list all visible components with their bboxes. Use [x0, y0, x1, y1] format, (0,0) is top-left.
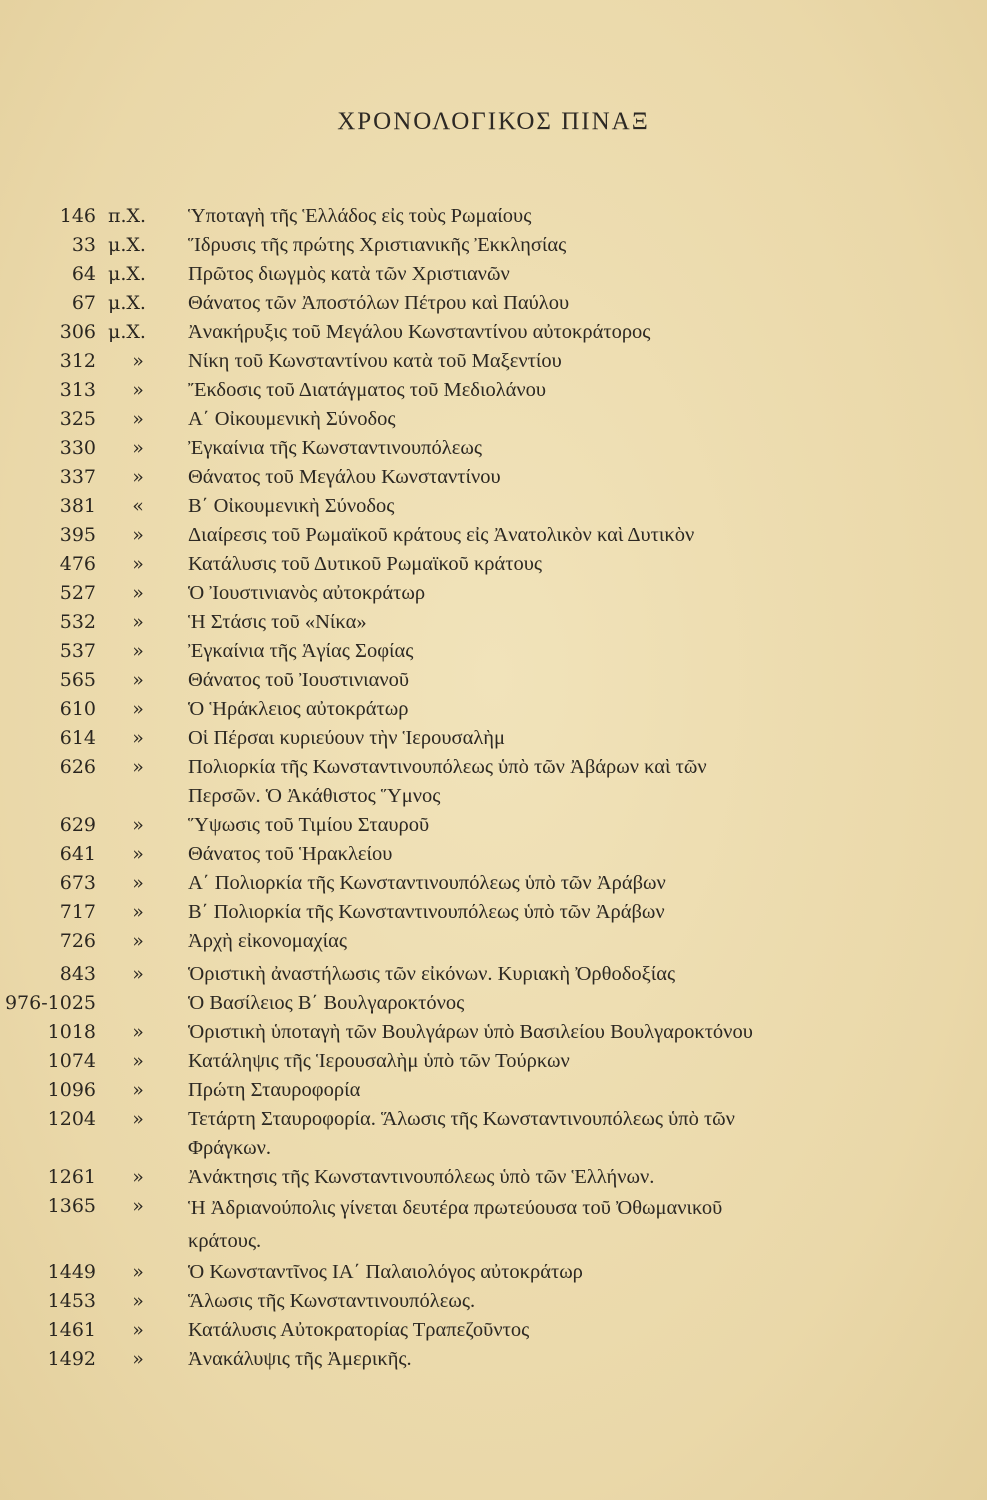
row-year: 146: [59, 205, 96, 227]
row-era: «: [132, 495, 144, 517]
row-year: 330: [59, 437, 96, 459]
chronology-row: [0, 1345, 987, 1374]
row-event: [188, 927, 888, 956]
chronology-row: [0, 927, 987, 956]
row-year: 1261: [47, 1166, 96, 1188]
row-era: »: [132, 1021, 144, 1043]
row-event-text: Ἵδρυσις τῆς πρώτης Χριστιανικῆς Ἐκκλησίας: [188, 234, 567, 256]
row-year: 33: [71, 234, 96, 256]
row-event-text: Ἔκδοσις τοῦ Διατάγματος τοῦ Μεδιολάνου: [188, 379, 547, 401]
row-event-text: Τετάρτη Σταυροφορία. Ἅλωσις τῆς Κωνσταντινουπόλεως ὑπὸ τῶν: [188, 1108, 735, 1130]
chronology-row: [0, 1258, 987, 1287]
row-event: [188, 1076, 888, 1105]
row-event: [188, 608, 888, 637]
row-era: »: [132, 408, 144, 430]
chronology-row: [0, 492, 987, 521]
row-event: [188, 550, 888, 579]
chronology-row: [0, 347, 987, 376]
row-event-text: Α΄ Πολιορκία τῆς Κωνσταντινουπόλεως ὑπὸ τῶν Ἀράβων: [188, 872, 666, 894]
row-event-text: Ὕψωσις τοῦ Τιμίου Σταυροῦ: [188, 814, 430, 836]
row-event: [188, 463, 888, 492]
row-event-text: Ἀνάκτησις τῆς Κωνσταντινουπόλεως ὑπὸ τῶν Ἑλλήνων.: [188, 1166, 655, 1188]
row-event-text: Β΄ Οἰκουμενικὴ Σύνοδος: [188, 495, 395, 517]
row-year: 1492: [47, 1348, 96, 1370]
chronology-row: [0, 260, 987, 289]
row-year: 629: [59, 814, 96, 836]
row-era: »: [132, 582, 144, 604]
row-event-text: Ἡ Ἀδριανούπολις γίνεται δευτέρα πρωτεύουσα τοῦ Ὀθωμανικοῦ: [188, 1197, 723, 1219]
row-event-text: Ἀρχὴ εἰκονομαχίας: [188, 930, 347, 952]
row-event: [188, 1163, 888, 1192]
row-era: »: [132, 1166, 144, 1188]
row-year: 381: [59, 495, 96, 517]
row-event-text: Ὁ Βασίλειος Β΄ Βουλγαροκτόνος: [188, 992, 465, 1014]
chronology-row: [0, 1105, 987, 1163]
chronology-row: [0, 376, 987, 405]
row-year: 67: [71, 292, 96, 314]
row-year: 1365: [47, 1195, 96, 1217]
row-year: 395: [59, 524, 96, 546]
row-event: [188, 960, 888, 989]
chronology-row: [0, 202, 987, 231]
row-event: [188, 318, 888, 347]
row-era: μ.Χ.: [108, 292, 146, 314]
chronology-row: [0, 753, 987, 811]
row-event: [188, 695, 888, 724]
chronology-row: [0, 463, 987, 492]
chronology-row: [0, 1163, 987, 1192]
row-event: [188, 1047, 888, 1076]
chronology-row: [0, 840, 987, 869]
row-event-text: Πρῶτος διωγμὸς κατὰ τῶν Χριστιανῶν: [188, 263, 510, 285]
row-event-text: Θάνατος τῶν Ἀποστόλων Πέτρου καὶ Παύλου: [188, 292, 570, 314]
row-era: μ.Χ.: [108, 263, 146, 285]
row-year: 1453: [47, 1290, 96, 1312]
row-year: 1096: [47, 1079, 96, 1101]
row-era: »: [132, 1319, 144, 1341]
row-era: »: [132, 963, 144, 985]
row-era: »: [132, 1079, 144, 1101]
row-event: [188, 376, 888, 405]
row-event-text: Ὑποταγὴ τῆς Ἑλλάδος εἰς τοὺς Ρωμαίους: [188, 205, 532, 227]
row-event-continuation: Φράγκων.: [188, 1137, 272, 1159]
row-year: 532: [59, 611, 96, 633]
row-era: »: [132, 1195, 144, 1217]
row-event-text: Οἱ Πέρσαι κυριεύουν τὴν Ἱερουσαλὴμ: [188, 727, 505, 749]
chronology-table: [0, 202, 987, 1374]
row-event: [188, 898, 888, 927]
row-event-text: Κατάληψις τῆς Ἱερουσαλὴμ ὑπὸ τῶν Τούρκων: [188, 1050, 570, 1072]
row-era: »: [132, 1050, 144, 1072]
chronology-row: [0, 1192, 987, 1258]
row-year: 673: [59, 872, 96, 894]
row-era: »: [132, 1290, 144, 1312]
chronology-row: [0, 521, 987, 550]
row-event: [188, 869, 888, 898]
chronology-row: [0, 869, 987, 898]
row-event: [188, 231, 888, 260]
row-year: 641: [59, 843, 96, 865]
row-event: [188, 840, 888, 869]
row-event-text: Α΄ Οἰκουμενικὴ Σύνοδος: [188, 408, 396, 430]
row-event: [188, 521, 888, 550]
chronology-row: [0, 666, 987, 695]
chronology-row: [0, 434, 987, 463]
row-era: »: [132, 350, 144, 372]
chronology-row: [0, 550, 987, 579]
chronology-row: [0, 318, 987, 347]
row-year: 565: [59, 669, 96, 691]
row-era: μ.Χ.: [108, 234, 146, 256]
row-era: »: [132, 698, 144, 720]
page-title: ΧΡΟΝΟΛΟΓΙΚΟΣ ΠΙΝΑΞ: [337, 108, 650, 135]
row-event: [188, 1018, 888, 1047]
row-event-text: Θάνατος τοῦ Μεγάλου Κωνσταντίνου: [188, 466, 501, 488]
row-event: [188, 1287, 888, 1316]
row-era: »: [132, 901, 144, 923]
row-event: [188, 492, 888, 521]
row-year: 726: [59, 930, 96, 952]
row-event-text: Ἐγκαίνια τῆς Ἁγίας Σοφίας: [188, 640, 414, 662]
chronology-row: [0, 960, 987, 989]
chronology-row: [0, 898, 987, 927]
row-event: [188, 811, 888, 840]
row-era: »: [132, 524, 144, 546]
row-era: »: [132, 814, 144, 836]
row-event-text: Ὁριστικὴ ἀναστήλωσις τῶν εἰκόνων. Κυριακὴ Ὀρθοδοξίας: [188, 963, 676, 985]
row-event: [188, 1258, 888, 1287]
row-era: »: [132, 727, 144, 749]
row-event-continuation: Περσῶν. Ὁ Ἀκάθιστος Ὕμνος: [188, 785, 441, 807]
row-event-text: Θάνατος τοῦ Ἡρακλείου: [188, 843, 393, 865]
chronology-row: [0, 1076, 987, 1105]
row-event: [188, 753, 888, 811]
row-era: »: [132, 930, 144, 952]
row-event-text: Ἡ Στάσις τοῦ «Νίκα»: [188, 611, 367, 633]
row-year: 614: [59, 727, 96, 749]
row-event-text: Πρώτη Σταυροφορία: [188, 1079, 361, 1101]
row-event-text: Ἀνακήρυξις τοῦ Μεγάλου Κωνσταντίνου αὐτοκράτορος: [188, 321, 651, 343]
row-event: [188, 347, 888, 376]
row-event: [188, 579, 888, 608]
row-year: 976-1025: [4, 992, 96, 1014]
row-event-continuation: κράτους.: [188, 1230, 262, 1252]
chronology-row: [0, 1316, 987, 1345]
row-year: 626: [59, 756, 96, 778]
row-year: 312: [59, 350, 96, 372]
row-year: 527: [59, 582, 96, 604]
row-year: 717: [59, 901, 96, 923]
row-event-text: Ὁριστικὴ ὑποταγὴ τῶν Βουλγάρων ὑπὸ Βασιλείου Βουλγαροκτόνου: [188, 1021, 753, 1043]
row-era: »: [132, 1108, 144, 1130]
row-event-text: Β΄ Πολιορκία τῆς Κωνσταντινουπόλεως ὑπὸ τῶν Ἀράβων: [188, 901, 665, 923]
row-event: [188, 1316, 888, 1345]
chronology-row: [0, 989, 987, 1018]
row-event: [188, 289, 888, 318]
chronology-row: [0, 1018, 987, 1047]
chronology-row: [0, 608, 987, 637]
row-event: [188, 434, 888, 463]
row-era: »: [132, 437, 144, 459]
row-era: »: [132, 1348, 144, 1370]
chronology-row: [0, 811, 987, 840]
row-era: »: [132, 843, 144, 865]
row-event-text: Νίκη τοῦ Κωνσταντίνου κατὰ τοῦ Μαξεντίου: [188, 350, 562, 372]
row-year: 1204: [47, 1108, 96, 1130]
row-event-text: Κατάλυσις Αὐτοκρατορίας Τραπεζοῦντος: [188, 1319, 530, 1341]
row-year: 1018: [47, 1021, 96, 1043]
row-event-text: Διαίρεσις τοῦ Ρωμαϊκοῦ κράτους εἰς Ἀνατολικὸν καὶ Δυτικὸν: [188, 524, 695, 546]
row-year: 476: [59, 553, 96, 575]
chronology-row: [0, 637, 987, 666]
row-event-text: Ἅλωσις τῆς Κωνσταντινουπόλεως.: [188, 1290, 476, 1312]
row-event: [188, 724, 888, 753]
chronology-row: [0, 579, 987, 608]
row-event: [188, 637, 888, 666]
row-year: 1449: [47, 1261, 96, 1283]
row-era: »: [132, 553, 144, 575]
chronology-row: [0, 1047, 987, 1076]
chronology-row: [0, 405, 987, 434]
row-era: π.Χ.: [108, 205, 147, 227]
row-era: »: [132, 379, 144, 401]
row-year: 337: [59, 466, 96, 488]
row-year: 843: [59, 963, 96, 985]
row-year: 64: [71, 263, 96, 285]
row-event: [188, 1345, 888, 1374]
row-event-text: Ὁ Κωνσταντῖνος ΙΑ΄ Παλαιολόγος αὐτοκράτωρ: [188, 1261, 583, 1283]
row-event-text: Ἐγκαίνια τῆς Κωνσταντινουπόλεως: [188, 437, 482, 459]
row-event-text: Κατάλυσις τοῦ Δυτικοῦ Ρωμαϊκοῦ κράτους: [188, 553, 543, 575]
row-event-text: Ὁ Ἰουστινιανὸς αὐτοκράτωρ: [188, 582, 426, 604]
row-era: »: [132, 640, 144, 662]
row-era: »: [132, 466, 144, 488]
row-event: [188, 260, 888, 289]
row-event: [188, 666, 888, 695]
row-event: [188, 202, 888, 231]
row-event-text: Πολιορκία τῆς Κωνσταντινουπόλεως ὑπὸ τῶν Ἀβάρων καὶ τῶν: [188, 756, 707, 778]
row-year: 537: [59, 640, 96, 662]
chronology-row: [0, 695, 987, 724]
chronology-row: [0, 231, 987, 260]
row-event: [188, 1192, 888, 1258]
row-era: »: [132, 872, 144, 894]
chronology-row: [0, 1287, 987, 1316]
row-era: »: [132, 1261, 144, 1283]
row-era: »: [132, 611, 144, 633]
row-year: 325: [59, 408, 96, 430]
row-event: [188, 1105, 888, 1163]
row-year: 1074: [47, 1050, 96, 1072]
chronology-row: [0, 724, 987, 753]
row-year: 306: [59, 321, 96, 343]
row-event: [188, 405, 888, 434]
row-era: μ.Χ.: [108, 321, 146, 343]
row-year: 1461: [47, 1319, 96, 1341]
row-event-text: Θάνατος τοῦ Ἰουστινιανοῦ: [188, 669, 410, 691]
row-year: 313: [59, 379, 96, 401]
row-event-text: Ἀνακάλυψις τῆς Ἀμερικῆς.: [188, 1348, 412, 1370]
row-event-text: Ὁ Ἡράκλειος αὐτοκράτωρ: [188, 698, 409, 720]
chronology-row: [0, 289, 987, 318]
row-era: »: [132, 669, 144, 691]
row-era: »: [132, 756, 144, 778]
row-year: 610: [59, 698, 96, 720]
row-event: [188, 989, 888, 1018]
